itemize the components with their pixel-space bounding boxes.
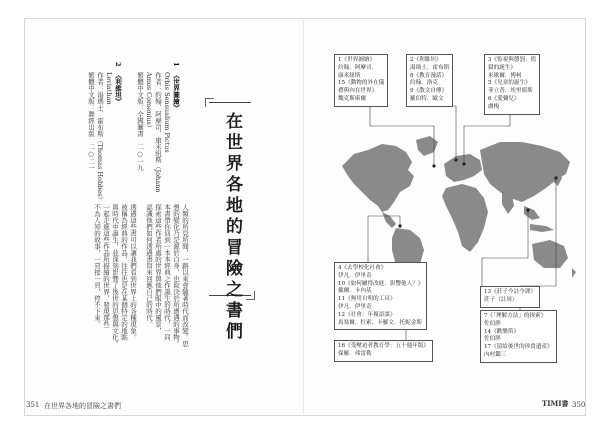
book-note-line: Leviathan (105, 72, 113, 105)
location-dot (462, 162, 465, 165)
label-line: 盧梭 (488, 103, 500, 110)
location-dot (526, 208, 529, 211)
continent-india (502, 192, 514, 214)
body-column-5: 認識他們如何透過書寫來回應自己的時代。 (145, 204, 153, 328)
label-line: 10《如何屬得改進．影響他人？》 (338, 280, 424, 287)
label-line: 1《世界圖繪》 (338, 57, 376, 63)
label-line: 約翰．洛克 (410, 80, 438, 87)
book-note-title: 《世界圖繪》 (172, 72, 180, 111)
label-line: 3《監視與懲罰：監 (488, 57, 537, 63)
label-line: 17《留給後世的珍貴遺產》 (484, 344, 553, 351)
location-dot (432, 164, 435, 167)
label-line: 12《社會：年複語談》 (338, 311, 396, 318)
label-line: 魏克斯庫爾 (338, 95, 366, 102)
book-note-line: Orbis Sensualium Pictus (163, 72, 171, 153)
map-label-box1 (334, 54, 388, 107)
label-line: 湯瑪士．霍布斯 (410, 64, 450, 71)
continent-southeast-asia (524, 206, 540, 220)
label-line: 菲立普．埃里耶斯 (488, 88, 533, 95)
label-line: 馬塞爾．牡索．卡羅文．托妮金斯 (338, 319, 422, 326)
label-line: 16《受壓迫者教育學：五十週年版》 (338, 343, 430, 349)
label-line: 2《利維坦》 (410, 57, 442, 63)
leader-line-box2 (444, 106, 456, 160)
leader-line-box13 (482, 210, 528, 294)
label-line: 伊凡．伊里奇 (338, 272, 372, 279)
label-line: 15《動物的外在儀 (338, 80, 385, 87)
body-column-6: 透過這些書可以讓我們看到世界上的各種現象。 (129, 204, 137, 341)
location-dot (398, 224, 401, 227)
map-label-box7 (480, 310, 557, 363)
label-line: 內村鑑三 (484, 351, 507, 358)
body-column-7: 被稱為經典的作品，往往也是在某個特定的地點 (120, 204, 128, 341)
label-line: 禮與內在世界》 (338, 88, 378, 95)
label-line: 保羅．弗雷勒 (338, 350, 372, 357)
world-map-figure (334, 46, 580, 386)
continent-central-america (382, 212, 396, 228)
body-column-10: 不為人知的故事，一頁接一頁，停不下來。 (93, 204, 101, 328)
label-line: 莊子（註周） (484, 296, 518, 303)
label-line: 6《愛彌兒》 (488, 95, 520, 102)
label-line: 5《兒童的誕生》 (488, 80, 531, 87)
label-line: 伊凡．伊里奇 (338, 303, 372, 310)
book-note-line: 作者：湯瑪士．霍布斯（Thomas Hobbes） (96, 72, 104, 203)
chapter-title: 在世界各地的冒險之書們 (222, 112, 242, 343)
continent-north-america (342, 144, 414, 212)
label-line: 佐伯胖 (484, 336, 501, 343)
book-note-line: 繁體中文版：聯經出版 二○二一 (87, 72, 95, 171)
map-label-box3 (484, 54, 540, 115)
location-dot (554, 176, 557, 179)
continent-greenland (416, 136, 438, 156)
map-label-box16 (334, 340, 433, 362)
book-note-title: 《利維坦》 (114, 72, 122, 105)
label-line: 佐伯胖 (484, 320, 501, 327)
label-line: 羅伯特．歐文 (410, 95, 444, 102)
book-note-line: 作者：約翰．阿摩司．康米紐斯（Johann (154, 72, 162, 193)
book-note-line: Amos Comenius） (145, 72, 153, 132)
label-line: 9《散文自傳》 (410, 88, 448, 95)
body-column-3: 本書帶你回到一本本經典之作誕生的時代，一同 (163, 204, 171, 341)
body-column-1: 人類的所見所聞，一路以來會隨著時代而改變。思 (181, 204, 189, 347)
map-label-box4 (334, 262, 427, 330)
label-line: 14《歡樂笛》 (484, 328, 520, 335)
book-gutter (303, 18, 304, 414)
body-column-9: 一起走進這些作品所描繪的世界，發現那些 (102, 204, 110, 328)
location-dot (454, 158, 457, 161)
label-line: 約翰．阿摩司． (338, 64, 378, 71)
label-line: 11《無用自明的工具》 (338, 296, 396, 303)
label-line: 戴爾．卡內基 (338, 288, 372, 295)
continent-europe (444, 154, 482, 182)
map-label-box13 (480, 286, 540, 308)
page-footer-title: 在世界各地的冒險之書們 (44, 402, 121, 410)
continent-new-zealand (572, 268, 576, 278)
label-line: 8《教育漫話》 (410, 72, 448, 79)
body-column-4: 探索這些作者所處的世界與他們眼中的風景， (154, 204, 162, 334)
continent-australia (532, 240, 568, 268)
label-line: 獄的誕生》 (488, 64, 516, 71)
continent-africa (442, 184, 488, 252)
label-line: 4《去學校化社會》 (338, 265, 387, 271)
book-note-line: 繁體中文版：全國圖書 二○一九 (136, 72, 144, 171)
label-line: 米歇爾．傅柯 (488, 72, 522, 79)
publisher-brand: TIMI書 (542, 399, 569, 408)
label-line: 13《莊子今註今譯》 (484, 289, 536, 295)
body-column-8: 與時代中誕生，並深刻影響了後世的思想與文化。 (111, 204, 119, 347)
map-label-box2 (406, 54, 453, 107)
label-line: 7《「理解方法」的探索》 (484, 313, 547, 319)
body-column-2: 想的變化乃是源於自身，也取決於所遭遇的事物。 (172, 204, 180, 347)
book-note-number: 1 (172, 62, 180, 67)
continent-indonesia (530, 224, 554, 232)
page-number-right: 350 (572, 401, 586, 409)
page-frame (4, 4, 596, 422)
book-note-number: 2 (114, 62, 122, 67)
page-number-left: 351 (26, 401, 40, 409)
label-line: 康米紐斯 (338, 72, 361, 79)
